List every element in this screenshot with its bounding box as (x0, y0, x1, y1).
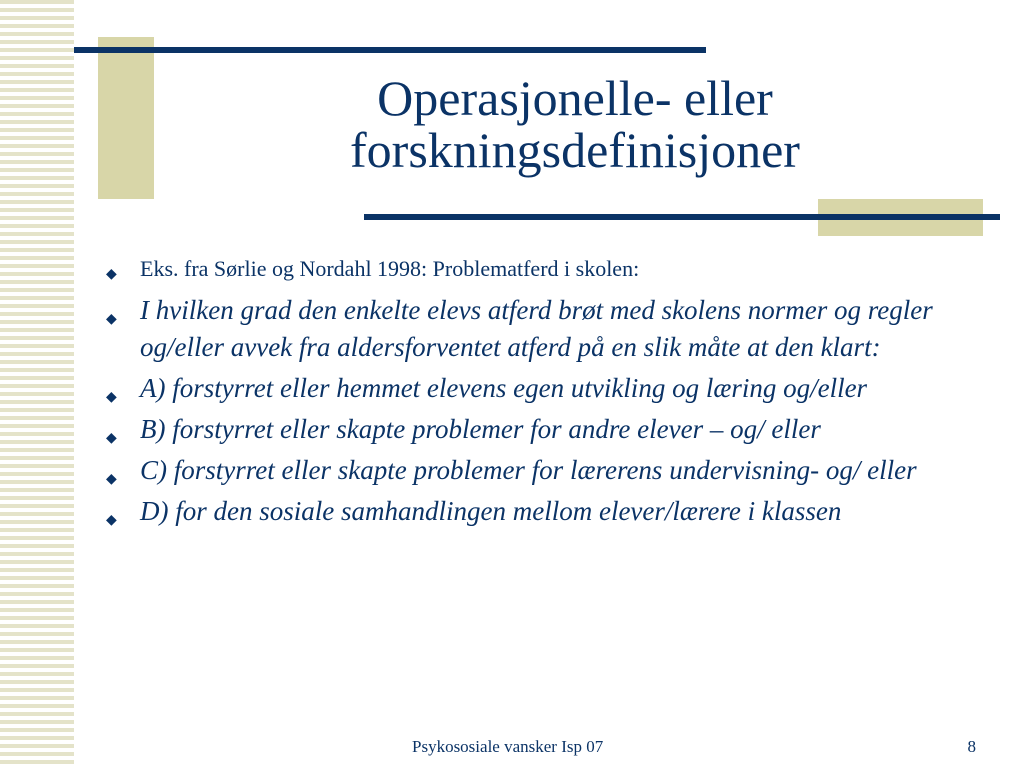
slide-title-line-1: Operasjonelle- eller (377, 70, 773, 126)
slide-title (160, 72, 990, 176)
decorative-block-top (98, 37, 154, 199)
diamond-icon: ◆ (106, 513, 117, 528)
decorative-line-bottom (364, 214, 1000, 220)
bullet-item (104, 370, 984, 407)
page-number: 8 (967, 737, 976, 756)
footer-text: Psykososiale vansker Isp 07 (412, 737, 604, 756)
bullet-item (104, 452, 984, 489)
decorative-line-top (74, 47, 706, 53)
bullet-text: Eks. fra Sørlie og Nordahl 1998: Problematferd i skolen: (140, 256, 640, 281)
bullet-text: C) forstyrret eller skapte problemer for lærerens undervisning- og/ eller (140, 455, 917, 485)
diamond-icon: ◆ (106, 312, 117, 327)
bullet-text: B) forstyrret eller skapte problemer for andre elever – og/ eller (140, 414, 821, 444)
bullet-item (104, 411, 984, 448)
bullet-item (104, 254, 984, 284)
bullet-item (104, 493, 984, 530)
bullet-text: A) forstyrret eller hemmet elevens egen utvikling og læring og/eller (140, 373, 868, 403)
slide-title-line-2: forskningsdefinisjoner (350, 122, 800, 178)
diamond-icon: ◆ (106, 472, 117, 487)
diamond-icon: ◆ (106, 431, 117, 446)
bullet-list (104, 254, 984, 534)
diamond-icon: ◆ (106, 390, 117, 405)
bullet-item (104, 292, 984, 366)
striped-side-band (0, 0, 74, 768)
diamond-icon: ◆ (106, 267, 117, 282)
bullet-text: D) for den sosiale samhandlingen mellom elever/lærere i klassen (140, 496, 842, 526)
bullet-text: I hvilken grad den enkelte elevs atferd brøt med skolens normer og regler og/eller avvek fra aldersforventet atferd på en slik måte at den klart: (140, 295, 933, 362)
